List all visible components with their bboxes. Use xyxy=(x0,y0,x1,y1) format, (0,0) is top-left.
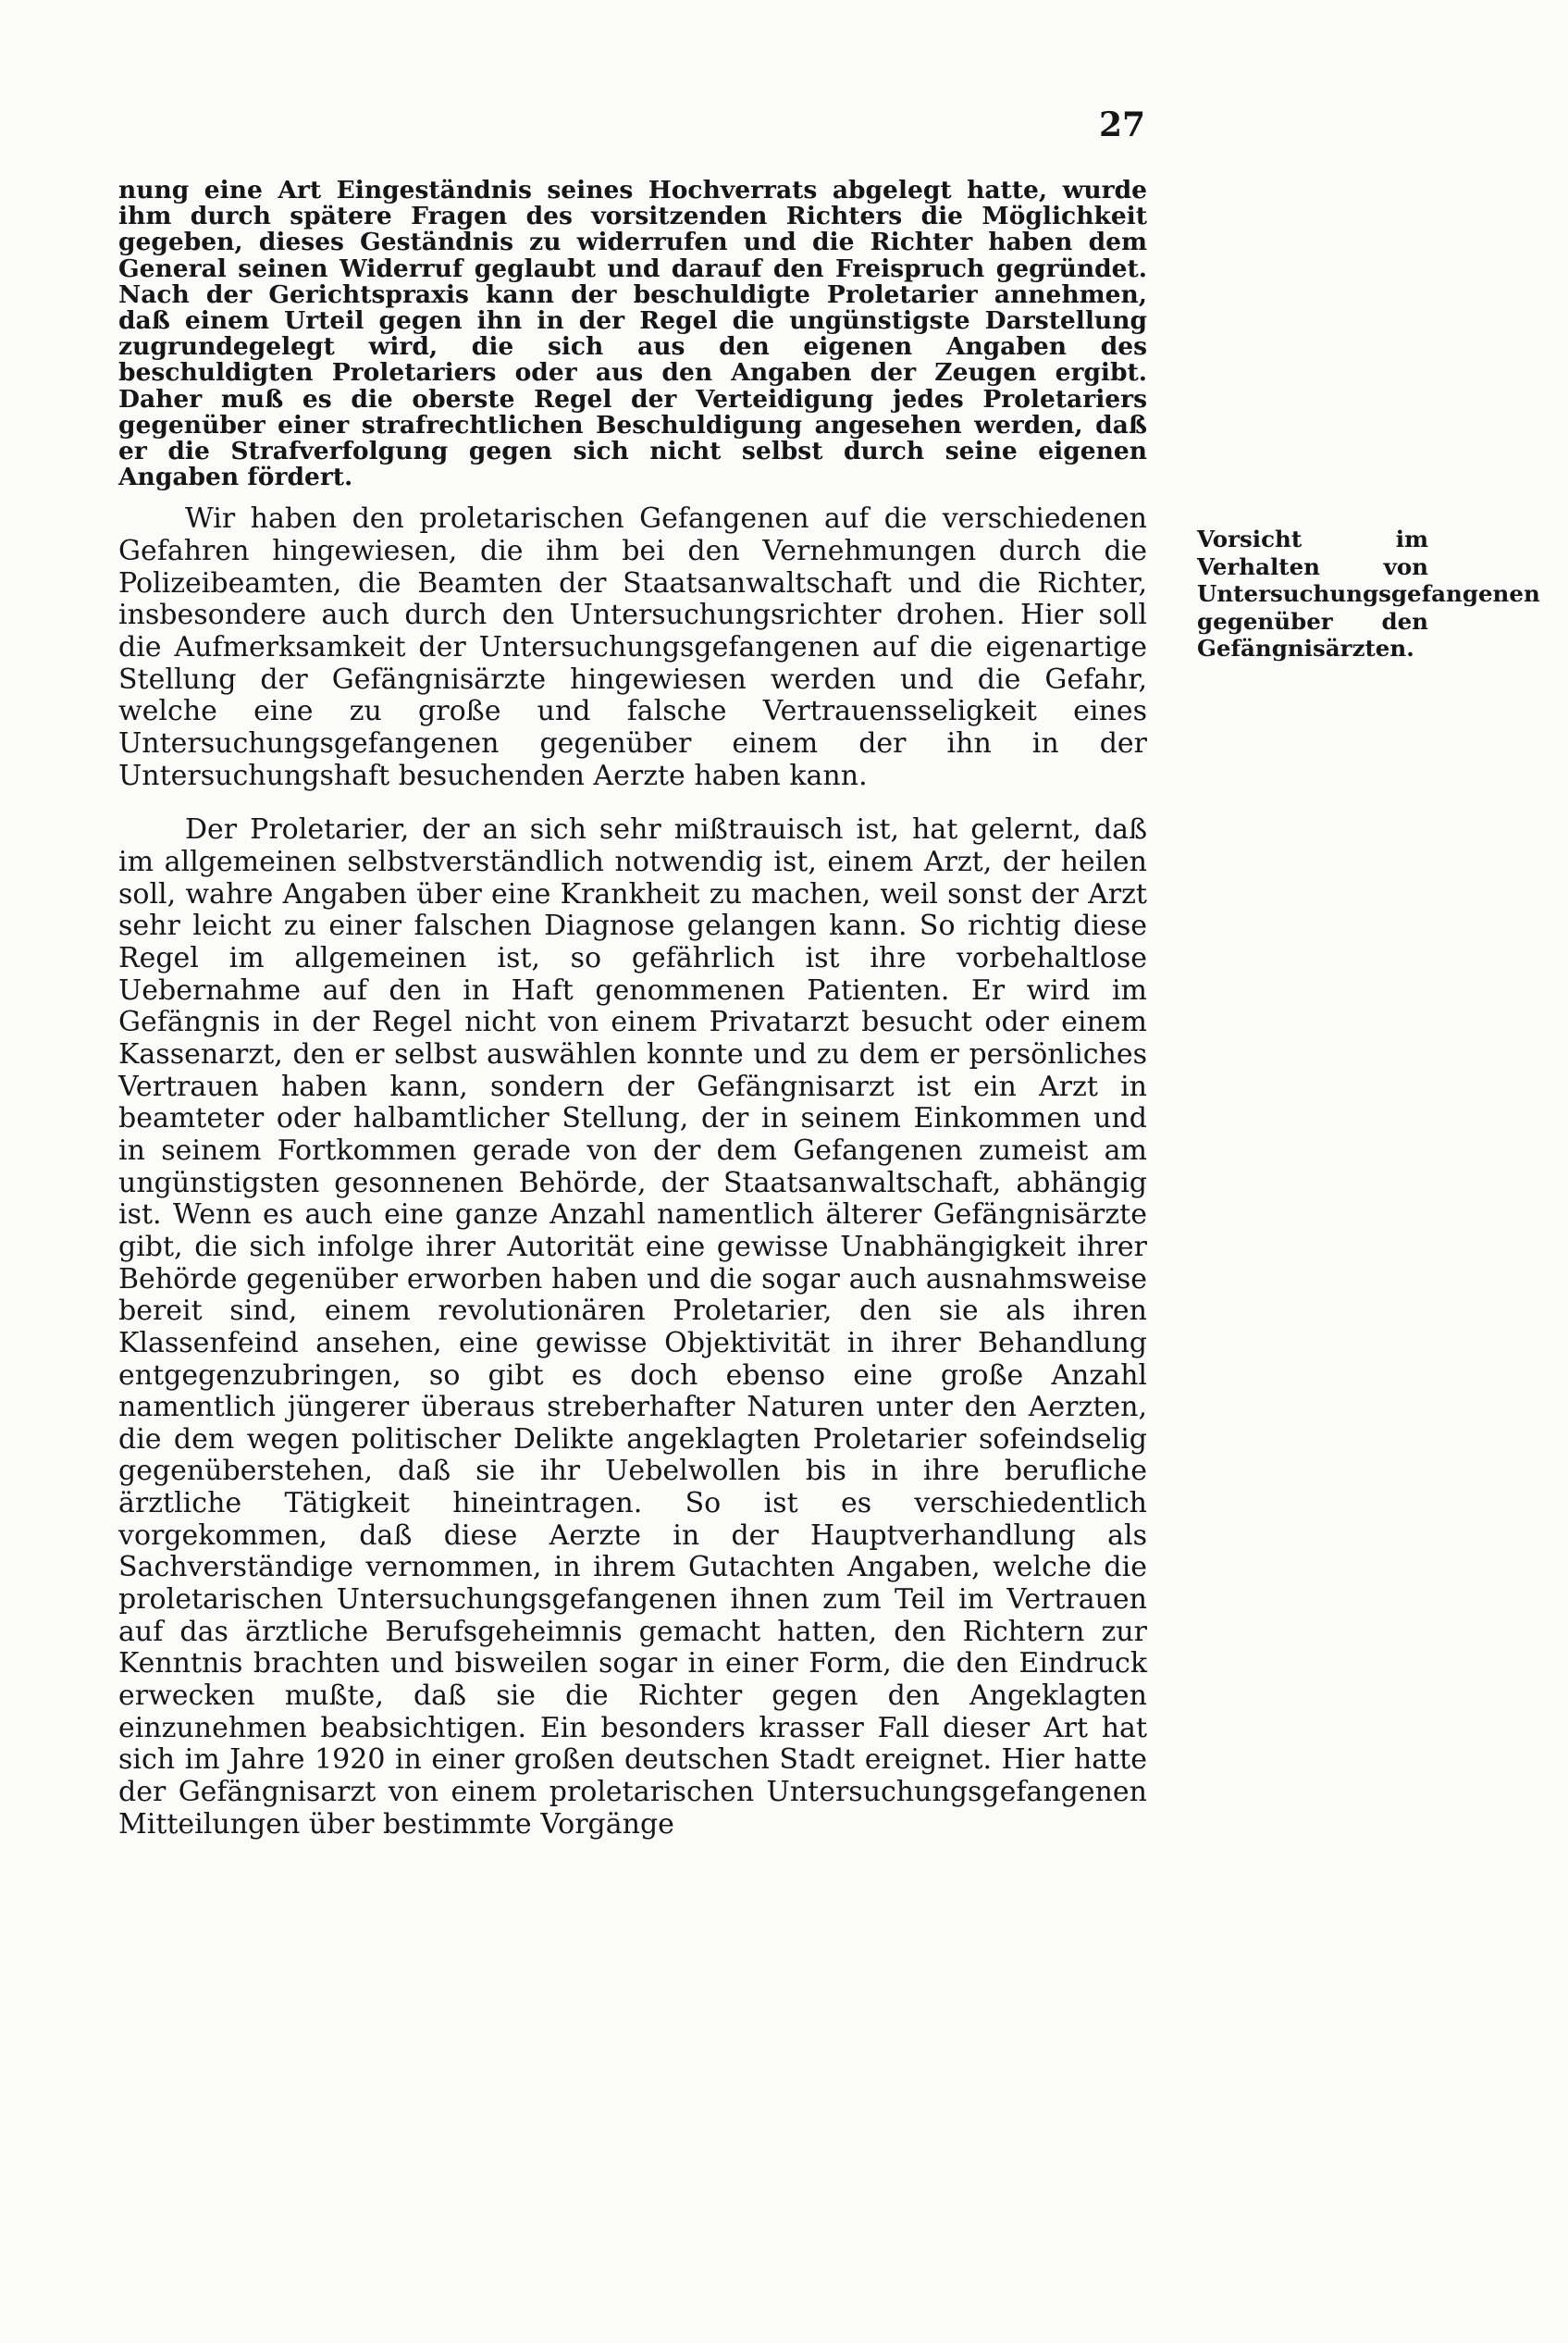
paragraph-3: Der Proletarier, der an sich sehr mißtrauisch ist, hat gelernt, daß im allgemeinen selbstverständlich notwendig ist, einem Arzt, der heilen soll, wahre Angaben über eine Krankheit zu machen, weil sonst der Arzt sehr leicht zu einer falschen Diagnose gelangen kann. So richtig diese Regel im allgemeinen ist, so gefährlich ist ihre vorbehaltlose Uebernahme auf den in Haft genommenen Patienten. Er wird im Gefängnis in der Regel nicht von einem Privatarzt besucht oder einem Kassenarzt, den er selbst auswählen konnte und zu dem er persönliches Vertrauen haben kann, sondern der Gefängnisarzt ist ein Arzt in beamteter oder halbamtlicher Stellung, der in seinem Einkommen und in seinem Fortkommen gerade von der dem Gefangenen zumeist am ungünstigsten gesonnenen Behörde, der Staatsanwaltschaft, abhängig ist. Wenn es auch eine ganze Anzahl namentlich älterer Gefängnisärzte gibt, die sich infolge ihrer Autorität eine gewisse Unabhängigkeit ihrer Behörde gegenüber erworben haben und die sogar auch ausnahmsweise bereit sind, einem revolutionären Proletarier, den sie als ihren Klassenfeind ansehen, eine gewisse Objektivität in ihrer Behandlung entgegenzubringen, so gibt es doch ebenso eine große Anzahl namentlich jüngerer überaus streberhafter Naturen unter den Aerzten, die dem wegen politischer Delikte angeklagten Proletarier sofeindselig gegenüberstehen, daß sie ihr Uebelwollen bis in ihre berufliche ärztliche Tätigkeit hineintragen. So ist es verschiedentlich vorgekommen, daß diese Aerzte in der Hauptverhandlung als Sachverständige vernommen, in ihrem Gutachten Angaben, welche die proletarischen Untersuchungsgefangenen ihnen zum Teil im Vertrauen auf das ärztliche Berufsgeheimnis gemacht hatten, den Richtern zur Kenntnis brachten und bisweilen sogar in einer Form, die den Eindruck erwecken mußte, daß sie die Richter gegen den Angeklagten einzunehmen beabsichtigen. Ein besonders krasser Fall dieser Art hat sich im Jahre 1920 in einer großen deutschen Stadt ereignet. Hier hatte der Gefängnisarzt von einem proletarischen Untersuchungsgefangenen Mitteilungen über bestimmte Vorgänge xyxy=(118,813,1147,1841)
paragraph-1: nung eine Art Eingeständnis seines Hochverrats abgelegt hatte, wurde ihm durch spätere Fragen des vorsitzenden Richters die Möglichkeit gegeben, dieses Geständnis zu widerrufen und die Richter haben dem General seinen Widerruf geglaubt und darauf den Freispruch gegründet. Nach der Gerichtspraxis kann der beschuldigte Proletarier annehmen, daß einem Urteil gegen ihn in der Regel die ungünstigste Darstellung zugrundegelegt wird, die sich aus den eigenen Angaben des beschuldigten Proletariers oder aus den Angaben der Zeugen ergibt. Daher muß es die oberste Regel der Verteidigung jedes Proletariers gegenüber einer strafrechtlichen Beschuldigung angesehen werden, daß er die Strafverfolgung gegen sich nicht selbst durch seine eigenen Angaben fördert. xyxy=(118,176,1147,492)
main-text-column xyxy=(118,178,1147,1841)
page-number: 27 xyxy=(1099,105,1146,144)
marginal-note: Vorsicht im Verhalten von Untersuchungsgefangenen gegenüber den Gefängnisärzten. xyxy=(1197,526,1540,662)
paragraph-2: Wir haben den proletarischen Gefangenen auf die verschiedenen Gefahren hingewiesen, die ihm bei den Vernehmungen durch die Polizeibeamten, die Beamten der Staatsanwaltschaft und die Richter, insbesondere auch durch den Untersuchungsrichter drohen. Hier soll die Aufmerksamkeit der Untersuchungsgefangenen auf die eigenartige Stellung der Gefängnisärzte hingewiesen werden und die Gefahr, welche eine zu große und falsche Vertrauensseligkeit eines Untersuchungsgefangenen gegenüber einem der ihn in der Untersuchungshaft besuchenden Aerzte haben kann. xyxy=(118,502,1147,792)
